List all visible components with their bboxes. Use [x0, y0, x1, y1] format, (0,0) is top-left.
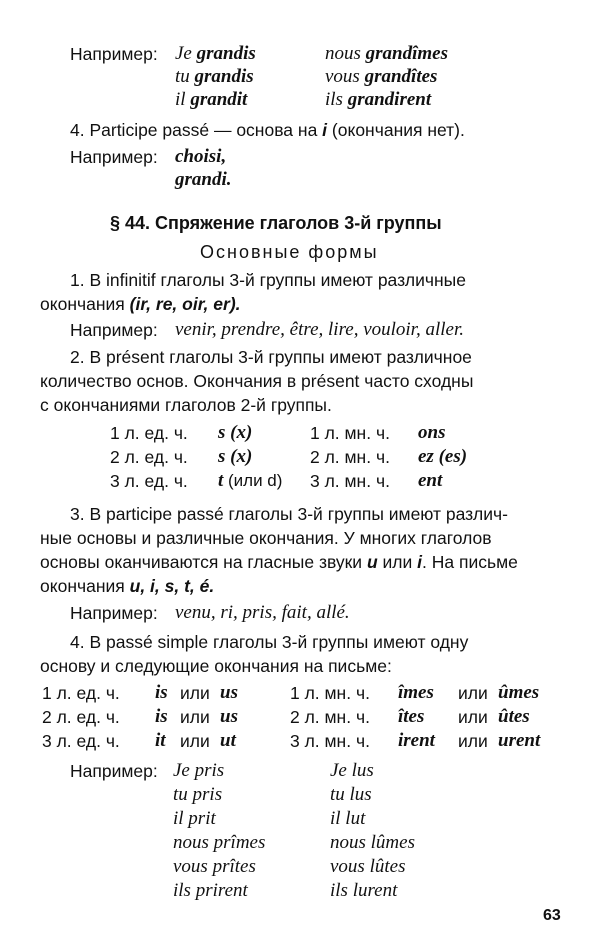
paragraph-line: с окончаниями глаголов 2-й группы. — [40, 395, 332, 415]
ili-word: или — [180, 683, 210, 703]
conj-form: il prit — [173, 808, 216, 829]
ending: irent — [398, 730, 435, 751]
paragraph-line: основу и следующие окончания на письме: — [40, 656, 392, 676]
ending-label: 3 л. мн. ч. — [310, 471, 390, 491]
ending: îtes — [398, 706, 425, 727]
paragraph-line: 4. В passé simple глаголы 3-й группы имеют одну — [70, 632, 469, 652]
example-word: grandi. — [175, 169, 232, 190]
ending: is — [155, 682, 168, 703]
ending-label: 3 л. ед. ч. — [42, 731, 120, 751]
ending: ut — [220, 730, 236, 751]
conj-form: nous lûmes — [330, 832, 415, 853]
conj-form: nous prîmes — [173, 832, 266, 853]
conj-form: vous prîtes — [173, 856, 256, 877]
page-number: 63 — [543, 907, 561, 924]
example-label: Например: — [70, 147, 158, 167]
example-label: Например: — [70, 603, 158, 623]
ending: us — [220, 706, 238, 727]
conj-form: tu lus — [330, 784, 372, 805]
paragraph-line: 2. В présent глаголы 3-й группы имеют различное — [70, 347, 472, 367]
ending: s (x) — [218, 422, 253, 443]
ending: s (x) — [218, 446, 253, 467]
conj-row: vous grandîtes — [325, 66, 438, 87]
ending-label: 3 л. мн. ч. — [290, 731, 370, 751]
conj-row: nous grandîmes — [325, 43, 449, 64]
example-word: choisi, — [175, 146, 227, 167]
conj-form: ils prirent — [173, 880, 248, 901]
ili-word: или — [458, 707, 488, 727]
ending: us — [220, 682, 238, 703]
paragraph-line: 4. Participe passé — основа на i (окончания нет). — [70, 120, 465, 140]
paragraph-line: количество основ. Окончания в présent часто сходны — [40, 371, 474, 391]
ili-word: или — [180, 731, 210, 751]
ending: ent — [418, 470, 443, 491]
ending-label: 2 л. ед. ч. — [110, 447, 188, 467]
ending: ûmes — [498, 682, 540, 703]
paragraph-line: окончания u, i, s, t, é. — [40, 576, 215, 596]
ending: ez (es) — [418, 446, 468, 467]
ending-label: 3 л. ед. ч. — [110, 471, 188, 491]
ending-label: 1 л. мн. ч. — [310, 423, 390, 443]
conj-row: Je grandis — [175, 43, 256, 64]
ending: ons — [418, 422, 446, 443]
ending-label: 1 л. мн. ч. — [290, 683, 370, 703]
conj-row: tu grandis — [175, 66, 254, 87]
paragraph-line: ные основы и различные окончания. У многих глаголов — [40, 528, 492, 548]
section-title: § 44. Спряжение глаголов 3-й группы — [110, 213, 442, 233]
example-label: Например: — [70, 320, 158, 340]
section-subtitle: Основные формы — [200, 242, 379, 262]
paragraph-line: 1. В infinitif глаголы 3-й группы имеют различные — [70, 270, 466, 290]
ending: is — [155, 706, 168, 727]
ending: ûtes — [498, 706, 530, 727]
ending-label: 2 л. мн. ч. — [290, 707, 370, 727]
ending-label: 2 л. ед. ч. — [42, 707, 120, 727]
ili-word: или — [458, 731, 488, 751]
ending-label: 2 л. мн. ч. — [310, 447, 390, 467]
ending: it — [155, 730, 166, 751]
ending: îmes — [398, 682, 434, 703]
ending-label: 1 л. ед. ч. — [110, 423, 188, 443]
paragraph-line: окончания (ir, re, oir, er). — [40, 294, 241, 314]
conj-form: ils lurent — [330, 880, 398, 901]
conj-form: Je lus — [330, 760, 374, 781]
conj-form: tu pris — [173, 784, 223, 805]
example-words: venir, prendre, être, lire, vouloir, aller. — [175, 319, 464, 340]
ending-label: 1 л. ед. ч. — [42, 683, 120, 703]
example-words: venu, ri, pris, fait, allé. — [175, 602, 350, 623]
example-label: Например: — [70, 761, 158, 781]
example-label: Например: — [70, 44, 158, 64]
ending: t (или d) — [218, 470, 283, 491]
conj-form: vous lûtes — [330, 856, 406, 877]
conj-row: il grandit — [175, 89, 248, 110]
conj-form: Je pris — [173, 760, 225, 781]
ili-word: или — [180, 707, 210, 727]
ili-word: или — [458, 683, 488, 703]
conj-row: ils grandirent — [325, 89, 432, 110]
ending: urent — [498, 730, 541, 751]
paragraph-line: 3. В participe passé глаголы 3-й группы имеют различ- — [70, 504, 508, 524]
conj-form: il lut — [330, 808, 366, 829]
paragraph-line: основы оканчиваются на гласные звуки u или i. На письме — [40, 552, 518, 572]
